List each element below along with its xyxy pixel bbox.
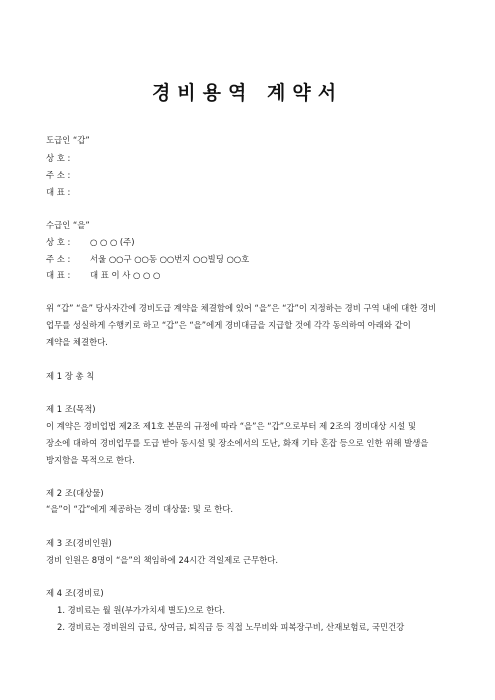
document-title: 경비용역 계약서 <box>151 82 344 104</box>
article-1-line-2: 장소에 대하여 경비업무를 도급 받아 동시설 및 장소에서의 도난, 화재 기타 혼잡 등으로 인한 위해 발생을 <box>46 438 429 448</box>
preamble-line-3: 계약을 체결한다. <box>46 337 108 347</box>
contractor-b-address-label: 주 소 : <box>46 254 71 264</box>
contractor-a-name-row <box>46 153 90 164</box>
article-4-item-1: 1. 경비료는 월 원(부가가치세 별도)으로 한다. <box>57 605 226 615</box>
contractor-a-name-label: 상 호 : <box>46 153 71 163</box>
article-2-heading: 제 2 조(대상물) <box>46 488 104 498</box>
contractor-b-rep-value: 대 표 이 사 ○ ○ ○ <box>90 270 161 280</box>
contractor-a-rep-row <box>46 187 90 198</box>
contractor-b-name-label: 상 호 : <box>46 237 71 247</box>
preamble-line-2: 업무를 성실하게 수행키로 하고 “갑”은 “을”에게 경비대금을 지급할 것에 각각 동의하여 아래와 같이 <box>46 320 411 330</box>
contractor-b-name-value: ○ ○ ○ (주) <box>90 237 135 247</box>
contractor-b-rep-label: 대 표 : <box>46 270 71 280</box>
contractor-a-rep-label: 대 표 : <box>46 187 71 197</box>
article-1-line-1: 이 계약은 경비업법 제2조 제1호 본문의 규정에 따라 “을”은 “갑”으로부터 제 2조의 경비대상 시설 및 <box>46 421 416 431</box>
contractor-a-address-row <box>46 170 90 181</box>
contractor-a-address-label: 주 소 : <box>46 170 71 180</box>
article-1-line-3: 방지함을 목적으로 한다. <box>46 455 135 465</box>
contractor-b-rep-row <box>46 270 160 281</box>
article-2-line: “을”이 “갑”에게 제공하는 경비 대상물: 및 로 한다. <box>46 504 234 514</box>
chapter-1-heading: 제 1 장 총 칙 <box>46 371 95 381</box>
contractor-a-heading: 도급인 “갑” <box>46 135 90 145</box>
contractor-b-heading: 수급인 “을” <box>46 220 90 230</box>
article-3-line: 경비 인원은 8명이 “을”의 책임하에 24시간 격일제로 근무한다. <box>46 555 279 565</box>
article-1-heading: 제 1 조(목적) <box>46 404 96 414</box>
contractor-b-address-row <box>46 254 249 265</box>
article-4-heading: 제 4 조(경비료) <box>46 588 104 598</box>
contractor-b-address-value: 서울 ○○구 ○○동 ○○번지 ○○빌딩 ○○호 <box>90 254 250 264</box>
preamble-line-1: 위 “갑” “을” 당사자간에 경비도급 계약을 체결함에 있어 “을”은 “갑”이 지정하는 경비 구역 내에 대한 경비 <box>46 303 437 313</box>
contractor-b-name-row <box>46 237 135 248</box>
article-4-item-2: 2. 경비료는 경비원의 급료, 상여금, 퇴직금 등 직접 노무비와 피복장구비, 산재보험료, 국민건강 <box>57 622 405 632</box>
article-3-heading: 제 3 조(경비인원) <box>46 538 112 548</box>
